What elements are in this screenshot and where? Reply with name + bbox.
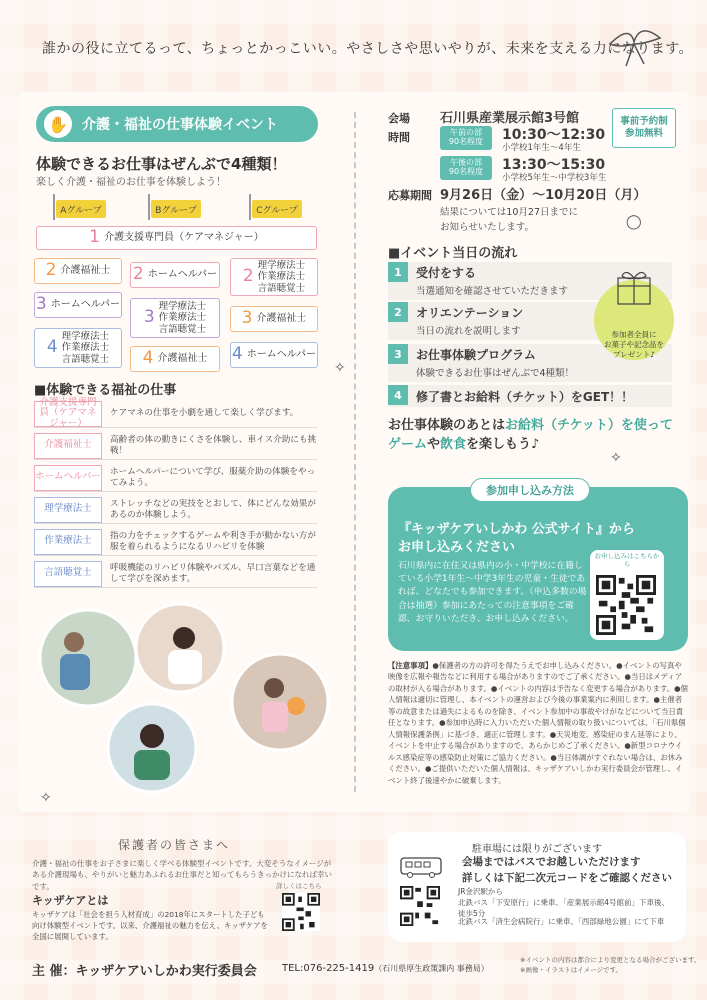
am-time: 10:30～12:30 (502, 127, 606, 143)
job-label: 言語聴覚士 (257, 282, 306, 294)
parking-line-1: 会場まではバスでお越しいただけます (462, 856, 641, 868)
job-name: 作業療法士 (34, 529, 102, 555)
job-label: 理学療法士 (257, 259, 306, 271)
welfare-row (34, 528, 318, 556)
group-b-flag: Bグループ (151, 200, 201, 218)
period-label: 応募期間 (388, 189, 432, 202)
pm-time: 13:30～15:30 (502, 157, 606, 173)
qr-caption: お申し込みはこちらから (594, 552, 660, 568)
job-box-a3 (34, 292, 122, 318)
job-box-c4 (230, 342, 318, 368)
parking-title: 駐車場には限りがございます (472, 844, 602, 855)
job-box-a2 (34, 258, 122, 284)
after-text-5: 飲食 (440, 436, 467, 452)
event-title-badge (36, 106, 318, 142)
guardian-body: 介護・福祉の仕事をお子さまに楽しく学べる体験型イベントです。大変そうなイメージがある介護現場も、やりがいと魅力あふれるお仕事だと知ってもらうきっかけになれば幸いです。 (32, 859, 332, 891)
route-title: JR金沢駅から (458, 887, 503, 896)
job-label: 言語聴覚士 (158, 323, 207, 335)
job-name: 言語聴覚士 (34, 561, 102, 587)
result-notice-2: お知らせいたします。 (440, 222, 534, 233)
welfare-row (34, 464, 318, 492)
welfare-row (34, 396, 318, 429)
photo-collage (34, 598, 334, 794)
job-description: 指の力をチェックするゲームや利き手が動かない方が服を着られるようになるリハビリを体験 (110, 530, 316, 552)
headline: 体験できるお仕事はぜんぶで4種類！ (36, 155, 287, 173)
free-text: 参加無料 (624, 128, 663, 139)
step-number: 2 (242, 266, 254, 287)
job-label: 介護福祉士 (60, 264, 111, 276)
job-label: ホームヘルパー (147, 268, 218, 280)
kizzacare-body: キッザケアは「社会を担う人材育成」の2018年にスタートした子ども向け体験型イベントです。以来、介護福祉の魅力を伝え、キッザケアを全国に展開しています。 (32, 910, 268, 942)
step-title: オリエンテーション (416, 306, 524, 320)
after-text-4: や (427, 436, 441, 452)
kizzacare-title: キッザケアとは (32, 894, 109, 907)
bus-icon (400, 856, 446, 878)
pre-registration-badge (612, 108, 676, 148)
step-description: 当選通知を確認させていただきます (416, 286, 569, 297)
application-body: 石川県内に在住又は県内の小・中学校に在籍している小学1年生～中学3年生の児童・生徒であれば、どなたでも参加できます。（申込多数の場合は抽選）参加にあたっての注意事項をご確認、お守りいただき、お申し込みください。 (398, 561, 587, 624)
event-title: 介護・福祉の仕事体験イベント (82, 117, 278, 133)
job-description: ケアマネの仕事を小劇を通して楽しく学びます。 (110, 408, 299, 419)
sparkle-icon: ✧ (334, 360, 346, 376)
step-number: 2 (132, 264, 144, 285)
tel-number[interactable]: TEL:076-225-1419 (282, 963, 375, 974)
job-name: 介護支援専門員（ケアマネジャー） (34, 401, 102, 427)
telephone[interactable] (282, 963, 489, 974)
job-label: 作業療法士 (257, 271, 306, 283)
after-text-3: ゲーム (388, 436, 428, 452)
job-label: 介護福祉士 (256, 312, 307, 324)
after-text-2: お給料（チケット）を使って (505, 418, 673, 433)
welfare-title-text: 体験できる福祉の仕事 (46, 383, 177, 398)
flow-title: ■イベント当日の流れ (388, 246, 518, 261)
step-number: 4 (46, 337, 58, 358)
job-box-b3 (130, 298, 220, 338)
am-badge (440, 126, 492, 150)
step-number: 4 (388, 385, 408, 405)
step-title: お仕事体験プログラム (416, 348, 536, 362)
route-1b: 徒歩5分 (458, 908, 486, 918)
flow-step (388, 385, 672, 407)
job-name: ホームヘルパー (34, 465, 102, 491)
step-number: 1 (388, 262, 408, 282)
result-notice-1: 結果については10月27日までに (440, 207, 578, 218)
application-period: 9月26日（金）～10月20日（月） (440, 188, 647, 203)
gift-caption-1: 参加者全員に (611, 330, 657, 339)
job-label: 作業療法士 (158, 312, 207, 324)
pm-badge (440, 156, 492, 180)
am-badge-capacity: 90名程度 (448, 137, 484, 146)
pm-badge-title: 午後の部 (450, 158, 482, 168)
step-number: 3 (241, 308, 253, 329)
welfare-row (34, 560, 318, 588)
fine-2: ※画像・イラストはイメージです。 (520, 965, 623, 974)
job-box-a4 (34, 328, 122, 368)
notes-head: 【注意事項】 (388, 661, 433, 670)
pm-target: 小学校5年生～中学校3年生 (502, 173, 607, 183)
job-box-b2 (130, 262, 220, 288)
fine-print (520, 956, 700, 976)
step-description: 体験できるお仕事はぜんぶで4種類！ (416, 368, 575, 379)
kizzacare-link[interactable]: 詳しくはこちら (276, 882, 322, 890)
notes (388, 660, 688, 786)
after-text-6: を楽しもう♪ (466, 436, 540, 452)
sparkle-icon: ✧ (610, 450, 622, 466)
sparkle-icon: ✧ (40, 790, 52, 806)
after-text-1: お仕事体験のあとは (388, 418, 506, 433)
gift-caption-2: お菓子や記念品を (604, 339, 664, 349)
application-tag: 参加申し込み方法 (470, 478, 590, 502)
parking-line-2: 詳しくは下記二次元コードをご確認ください (462, 872, 672, 884)
job-label: 介護福祉士 (157, 352, 208, 364)
job-description: ストレッチなどの実技をとおして、体にどんな効果があるのか体験しよう。 (110, 498, 316, 520)
job-label: 理学療法士 (158, 300, 207, 312)
am-badge-title: 午前の部 (450, 128, 482, 138)
welfare-section-title: ■体験できる福祉の仕事 (34, 383, 177, 398)
job-description: 呼吸機能のリハビリ体験やパズル、早口言葉などを通して学びを深めます。 (110, 562, 316, 584)
job-box-c3 (230, 306, 318, 332)
job-box-care-manager (36, 226, 317, 250)
gift-caption-3: プレゼント♪ (613, 349, 655, 359)
tel-note: （石川県厚生政策課内 事務局） (374, 964, 489, 973)
group-a-flag: Aグループ (56, 200, 106, 218)
job-label: ホームヘルパー (50, 298, 121, 310)
egg-icon: ◯ (626, 214, 642, 230)
pm-badge-capacity: 90名程度 (448, 167, 484, 176)
flow-title-text: イベント当日の流れ (400, 246, 518, 261)
ribbon-illustration (600, 14, 670, 70)
step-number: 3 (388, 344, 408, 364)
column-divider (354, 112, 356, 792)
application-heading-1[interactable]: 『キッザケアいしかわ 公式サイト』から (398, 522, 635, 537)
venue-label: 会場 (388, 112, 410, 125)
job-label: 作業療法士 (61, 342, 110, 354)
step-number: 3 (35, 294, 47, 315)
step-title: 受付をする (416, 266, 477, 280)
job-box-c2 (230, 258, 318, 296)
job-label: 理学療法士 (61, 330, 110, 342)
step-number: 2 (388, 302, 408, 322)
fine-1: ※イベントの内容は都合により変更となる場合がございます。 (520, 956, 701, 964)
group-c-flag: Cグループ (252, 200, 302, 218)
subheadline: 楽しく介護・福祉のお仕事を体験しよう！ (36, 177, 226, 188)
job-label: 言語聴覚士 (61, 353, 110, 365)
venue: 石川県産業展示館3号館 (440, 111, 580, 126)
application-heading-2: お申し込みください (398, 539, 516, 555)
pre-registration-text: 事前予約制 (620, 115, 668, 127)
gift-caption (596, 330, 672, 359)
step-title: 修了書とお給料（チケット）をGET！！ (416, 390, 634, 404)
after-event-text (388, 417, 678, 455)
step-description: 当日の流れを説明します (416, 326, 521, 337)
step-number: 3 (143, 307, 155, 328)
tagline: 誰かの役に立てるって、ちょっとかっこいい。やさしさや思いやりが、未来を支える力になります。 (42, 41, 694, 57)
sponsor: 主 催：キッザケアいしかわ実行委員会 (32, 964, 257, 979)
qr-code-kizzacare[interactable] (282, 893, 320, 931)
qr-code[interactable] (596, 575, 656, 635)
welfare-row (34, 496, 318, 524)
job-name: 理学療法士 (34, 497, 102, 523)
job-box-b4 (130, 346, 220, 372)
guardian-title: 保護者の皆さまへ (118, 838, 231, 852)
time-label: 時間 (388, 131, 410, 144)
step-number: 2 (45, 260, 57, 281)
job-description: 高齢者の体の動きにくさを体験し、車イス介助にも挑戦！ (110, 434, 317, 456)
job-name: 介護福祉士 (34, 433, 102, 459)
route-1a: 北鉄バス「下安原行」に乗車、「産業展示館4号館前」下車後、 (458, 898, 670, 907)
job-description: ホームヘルパーについて学び、服薬介助の体験をやってみよう。 (110, 466, 316, 488)
notes-body: ●保護者の方の許可を得たうえでお申し込みください。●イベントの写真や映像を広報や報告などに利用する場合がありますのでご了承ください。●当日はメディアの取材が入る場合があります。●イベントの内容は予告なく変更する場合があります。●個人情報は適切に管理し、本イベントの運営および今後の事業案内に利用します。●主催者等の故意または過失によるものを除き、イベント参加中の事故やけがなどについて当日責任となります。●参加申込時に入力いただいた個人情報の取り扱いについては、「石川県個人情報保護条例」に基づき、適正に管理します。●天災地変、感染症のまん延等により、イベントを中止する場合がありますので、あらかじめご了承ください。●新型コロナウイルス感染症等の感染防止対策にご協力ください。●当日体調がすぐれない場合は、お休みください。●ご提供いただいた個人情報は、キッザケアいしかわ実行委員会が管理し、イベント終了後速やかに破棄します。 (388, 661, 688, 785)
route-2: 北鉄バス「済生会病院行」に乗車、「西部緑地公園」にて下車 (458, 917, 665, 926)
qr-code-bus[interactable] (400, 886, 440, 926)
welfare-row (34, 432, 318, 460)
hand-icon: ✋ (44, 110, 72, 138)
step-number: 1 (89, 227, 100, 248)
step-number: 4 (231, 344, 243, 365)
am-target: 小学校1年生～4年生 (502, 143, 581, 153)
job-label: 介護支援専門員（ケアマネジャー） (104, 231, 264, 243)
step-number: 4 (142, 348, 154, 369)
job-label: ホームヘルパー (246, 348, 317, 360)
